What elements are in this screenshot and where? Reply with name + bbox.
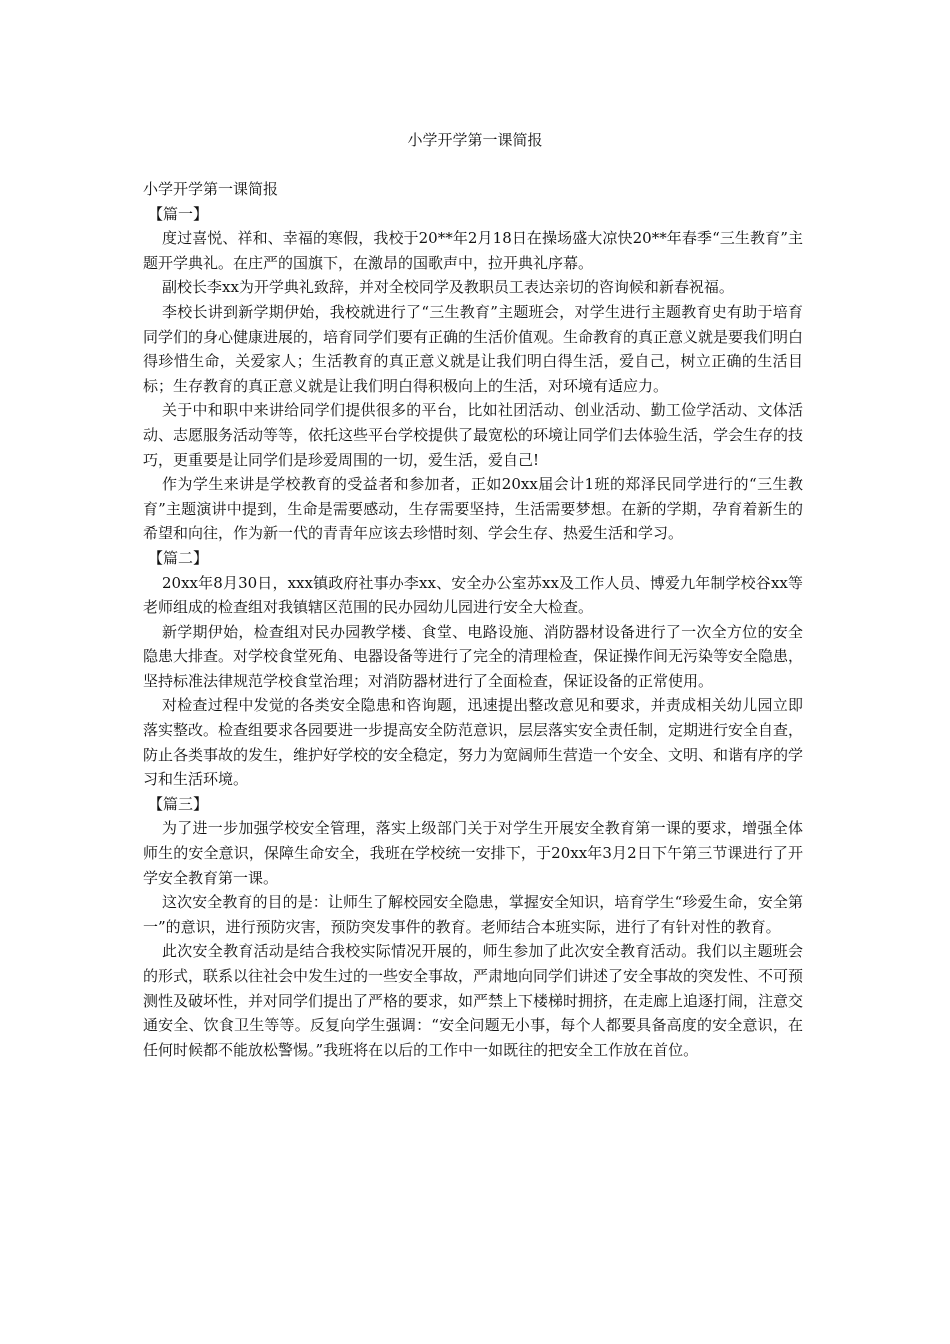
document-subtitle: 小学开学第一课简报 <box>143 180 279 198</box>
paragraph: 关于中和职中来讲给同学们提供很多的平台，比如社团活动、创业活动、勤工俭学活动、文体活动、志愿服务活动等等，依托这些平台学校提供了最宽松的环境让同学们去体验生活，学会生存的技巧，更重要是让同学们是珍爱周围的一切，爱生活，爱自己! <box>143 401 804 469</box>
section-heading-3: 【篇三】 <box>148 794 209 813</box>
document-body <box>143 177 803 1062</box>
paragraph: 度过喜悦、祥和、幸福的寒假，我校于20**年2月18日在操场盛大凉快20**年春季“三生教育”主题开学典礼。在庄严的国旗下，在激昂的国歌声中，拉开典礼序幕。 <box>143 229 803 272</box>
paragraph: 新学期伊始，检查组对民办园教学楼、食堂、电路设施、消防器材设备进行了一次全方位的安全隐患大排查。对学校食堂死角、电器设备等进行了完全的清理检查，保证操作间无污染等安全隐患，坚持标准法律规范学校食堂治理；对消防器材进行了全面检查，保证设备的正常使用。 <box>143 622 804 690</box>
paragraph: 这次安全教育的目的是：让师生了解校园安全隐患，掌握安全知识，培育学生“珍爱生命，安全第一”的意识，进行预防灾害，预防突发事件的教育。老师结合本班实际，进行了有针对性的教育。 <box>143 893 803 936</box>
paragraph: 为了进一步加强学校安全管理，落实上级部门关于对学生开展安全教育第一课的要求，增强全体师生的安全意识，保障生命安全，我班在学校统一安排下，于20xx年3月2日下午第三节课进行了开学安全教育第一课。 <box>143 819 803 887</box>
section-heading-1: 【篇一】 <box>148 204 209 223</box>
section-heading-2: 【篇二】 <box>148 548 209 567</box>
paragraph: 李校长讲到新学期伊始，我校就进行了“三生教育”主题班会，对学生进行主题教育史有助于培育同学们的身心健康进展的，培育同学们要有正确的生活价值观。生命教育的真正意义就是要我们明白得珍惜生命，关爱家人；生活教育的真正意义就是让我们明白得生活，爱自己，树立正确的生活目标；生存教育的真正意义就是让我们明白得积极向上的生活，对环境有适应力。 <box>143 302 804 395</box>
paragraph: 副校长李xx为开学典礼致辞，并对全校同学及教职员工表达亲切的咨询候和新春祝福。 <box>162 278 734 297</box>
paragraph: 作为学生来讲是学校教育的受益者和参加者，正如20xx届会计1班的郑泽民同学进行的“三生教育”主题演讲中提到，生命是需要感动，生存需要坚持，生活需要梦想。在新的学期，孕育着新生的希望和向往，作为新一代的青青年应该去珍惜时刻、学会生存、热爱生活和学习。 <box>143 475 803 543</box>
paragraph: 对检查过程中发觉的各类安全隐患和咨询题，迅速提出整改意见和要求，并责成相关幼儿园立即落实整改。检查组要求各园要进一步提高安全防范意识，层层落实安全责任制，定期进行安全自查，防止各类事故的发生，维护好学校的安全稳定，努力为宽阔师生营造一个安全、文明、和谐有序的学习和生活环境。 <box>143 696 804 789</box>
document-title: 小学开学第一课简报 <box>407 131 543 149</box>
paragraph: 20xx年8月30日，xxx镇政府社事办李xx、安全办公室苏xx及工作人员、博爱九年制学校谷xx等老师组成的检查组对我镇辖区范围的民办园幼儿园进行安全大检查。 <box>143 573 803 617</box>
paragraph: 此次安全教育活动是结合我校实际情况开展的，师生参加了此次安全教育活动。我们以主题班会的形式，联系以往社会中发生过的一些安全事故，严肃地向同学们讲述了安全事故的突发性、不可预测性及破坏性，并对同学们提出了严格的要求，如严禁上下楼梯时拥挤，在走廊上追逐打闹，注意交通安全、饮食卫生等等。反复向学生强调：“安全问题无小事，每个人都要具备高度的安全意识，在任何时候都不能放松警惕。”我班将在以后的工作中一如既往的把安全工作放在首位。 <box>143 942 804 1059</box>
